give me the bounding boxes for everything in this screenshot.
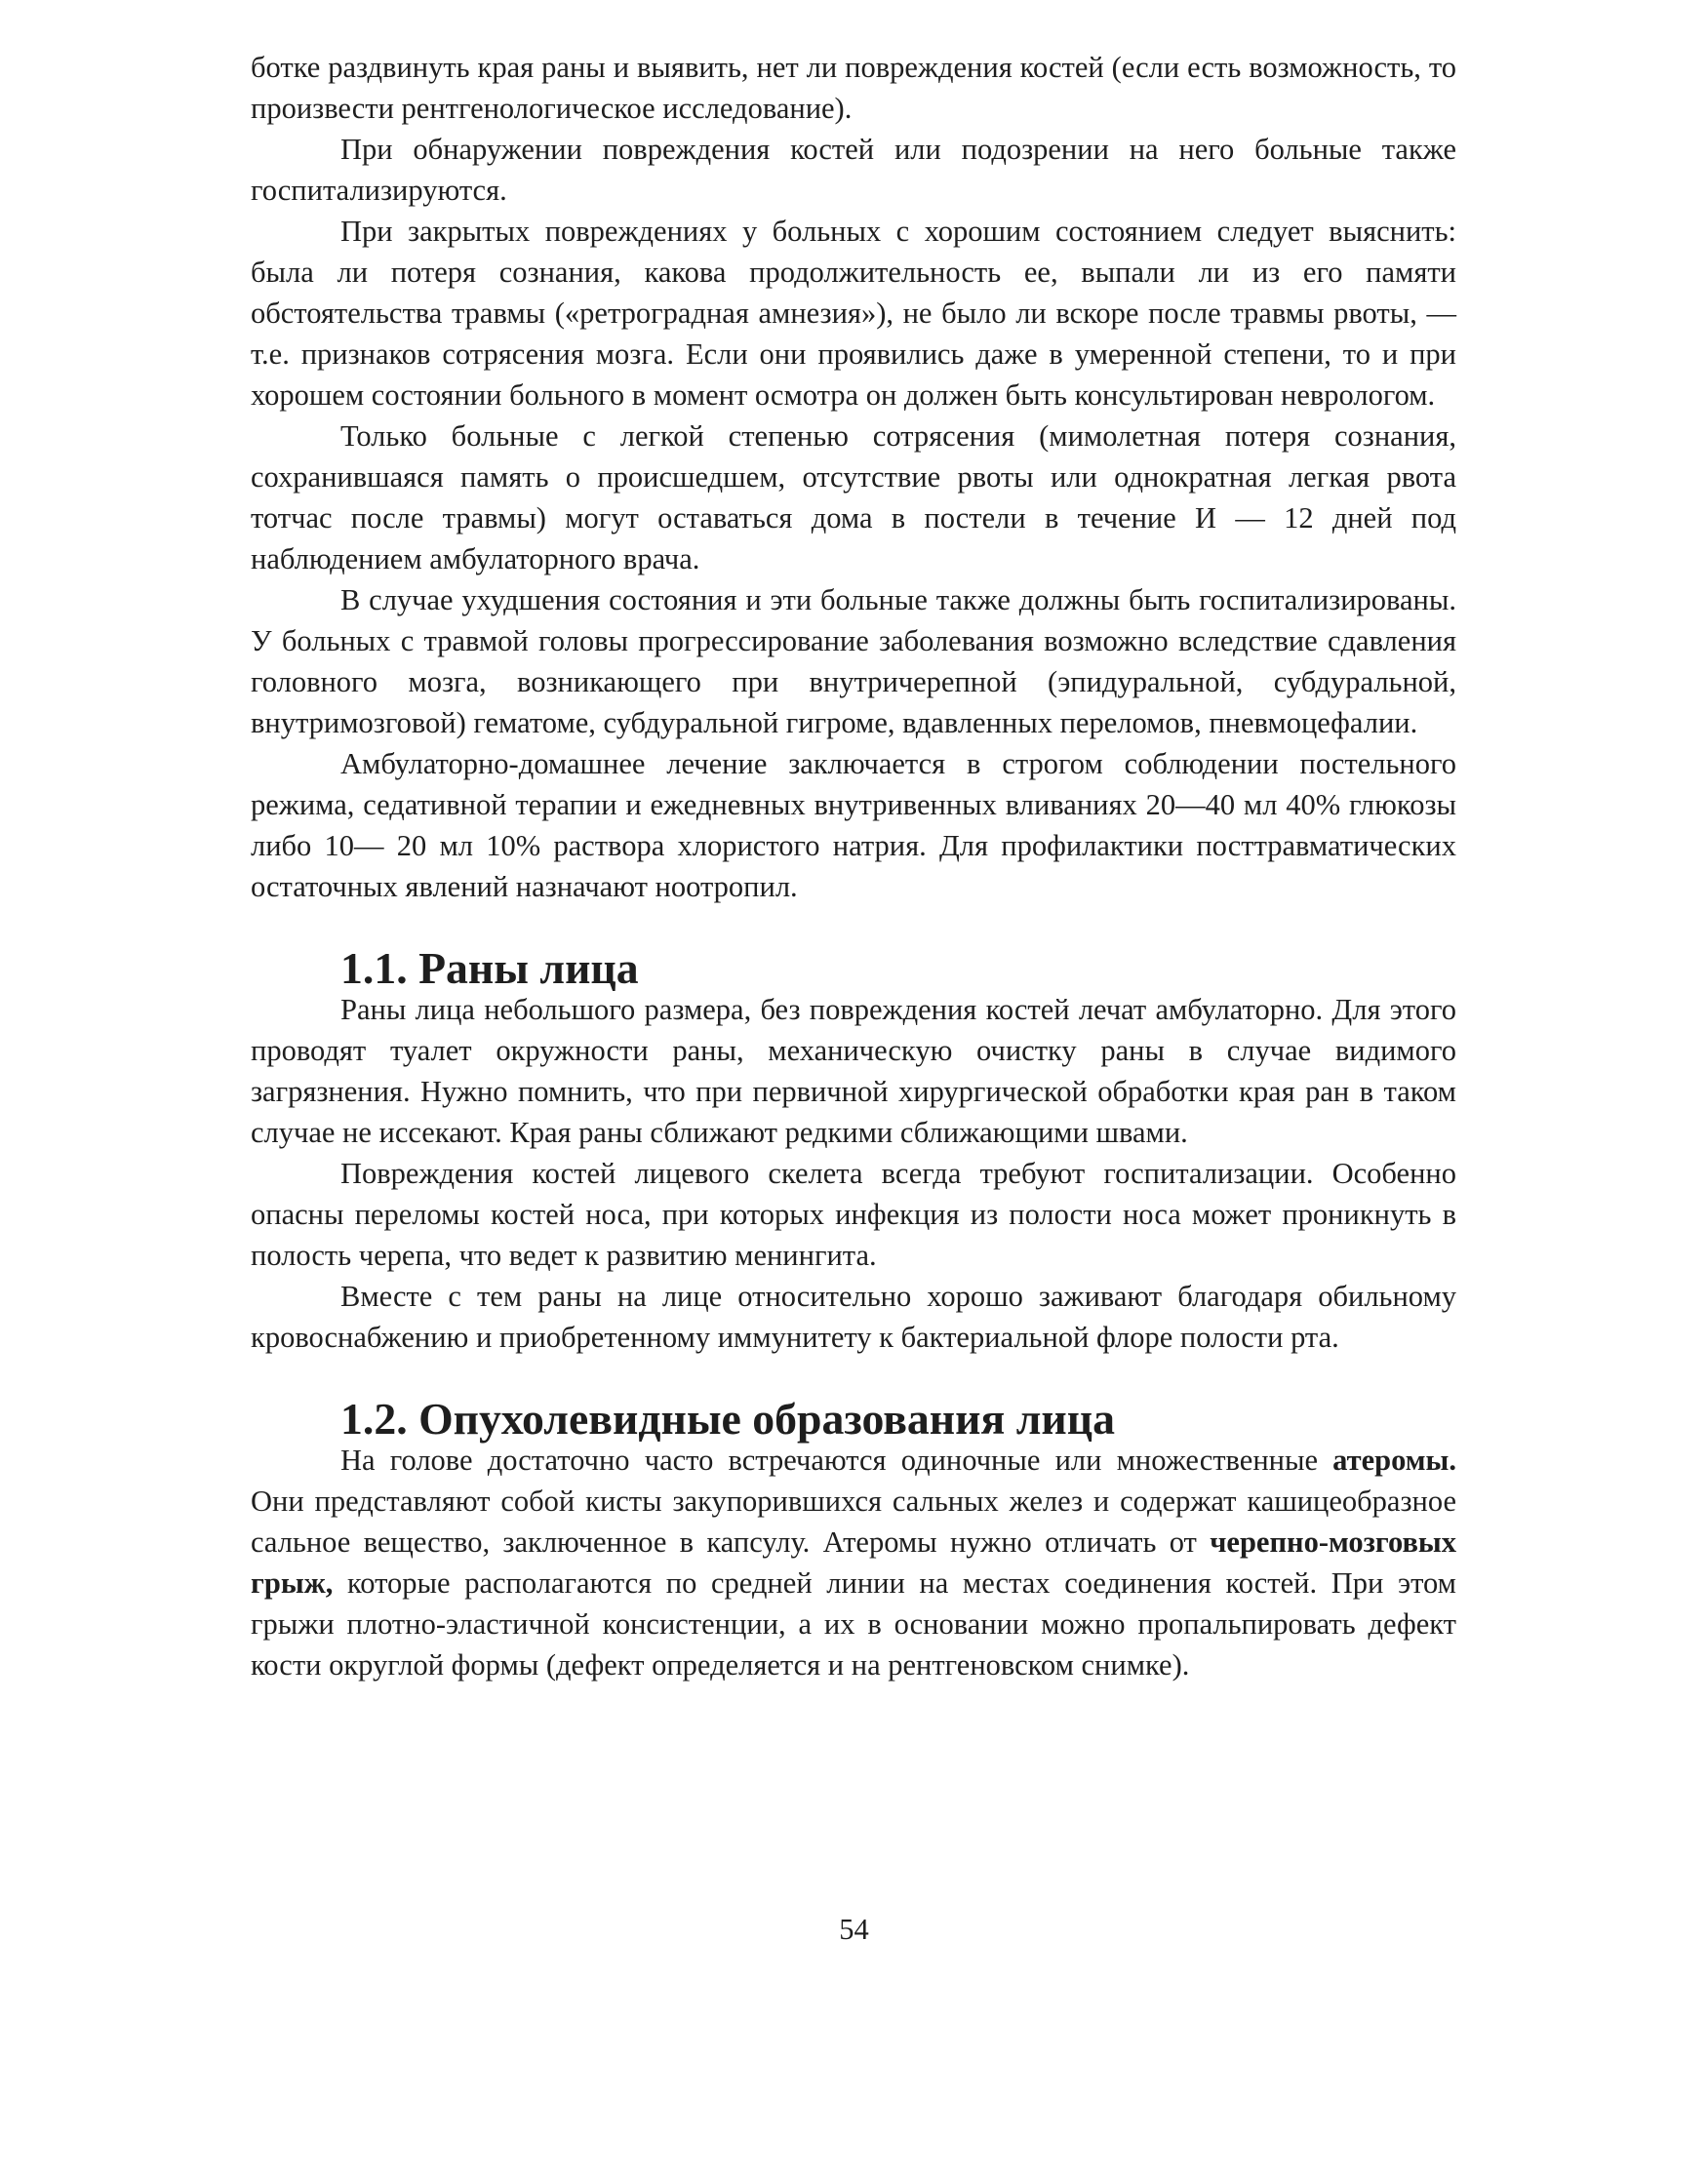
- paragraph-facial-bone-injuries: Повреждения костей лицевого скелета всегда требуют госпитализации. Особенно опасны переломы костей носа, при которых инфекция из полости носа может проникнуть в полость черепа, что ведет к развитию менингита.: [251, 1157, 1456, 1272]
- term-hernia: черепно-мозговых грыж,: [251, 1525, 1456, 1600]
- text-segment: На голове достаточно часто встречаются одиночные или множественные: [340, 1444, 1333, 1477]
- paragraph-small-wounds: Раны лица небольшого размера, без повреждения костей лечат амбулаторно. Для этого проводят туалет окружности раны, механическую очистку раны в случае видимого загрязнения. Нужно помнить, что при первичной хирургической обработки края ран в таком случае не иссекают. Края раны сближают редкими сближающими швами.: [251, 993, 1456, 1149]
- section-title-face-tumors: 1.2. Опухолевидные образования лица: [340, 1394, 1115, 1444]
- paragraph-wound-healing: Вместе с тем раны на лице относительно хорошо заживают благодаря обильному кровоснабжению и приобретенному иммунитету к бактериальной флоре полости рта.: [251, 1280, 1456, 1354]
- document-page: [251, 47, 1456, 1685]
- paragraph-closed-injuries: При закрытых повреждениях у больных с хорошим состоянием следует выяснить: была ли потеря сознания, какова продолжительность ее, выпали ли из его памяти обстоятельства травмы («ретроградная амнезия»), не было ли вскоре после травмы рвоты, — т.е. признаков сотрясения мозга. Если они проявились даже в умеренной степени, то и при хорошем состоянии больного в момент осмотра он должен быть консультирован неврологом.: [251, 215, 1456, 412]
- section-face-tumors: [251, 1394, 1456, 1685]
- section-title-face-wounds: 1.1. Раны лица: [340, 943, 639, 993]
- paragraph-home-treatment: Амбулаторно-домашнее лечение заключается в строгом соблюдении постельного режима, седативной терапии и ежедневных внутривенных вливаниях 20—40 мл 40% глюкозы либо 10— 20 мл 10% раствора хлористого натрия. Для профилактики посттравматических остаточных явлений назначают ноотропил.: [251, 747, 1456, 903]
- page-number: 54: [839, 1913, 869, 1946]
- paragraph-atheromas: [251, 1440, 1456, 1685]
- paragraph-deterioration: В случае ухудшения состояния и эти больные также должны быть госпитализированы. У больных с травмой головы прогрессирование заболевания возможно вследствие сдавления головного мозга, возникающего при внутричерепной (эпидуральной, субдуральной, внутримозговой) гематоме, субдуральной гигроме, вдавленных переломов, пневмоцефалии.: [251, 583, 1456, 739]
- paragraph-mild-concussion: Только больные с легкой степенью сотрясения (мимолетная потеря сознания, сохранившаяся память о происшедшем, отсутствие рвоты или однократная легкая рвота тотчас после травмы) могут оставаться дома в постели в течение И — 12 дней под наблюдением амбулаторного врача.: [251, 419, 1456, 575]
- section-face-wounds: [251, 943, 1456, 1358]
- text-segment: которые располагаются по средней линии на местах соединения костей. При этом грыжи плотно-эластичной консистенции, а их в основании можно пропальпировать дефект кости округлой формы (дефект определяется и на рентгеновском снимке).: [251, 1566, 1456, 1682]
- text-segment: Они представляют собой кисты закупорившихся сальных желез и содержат кашицеобразное сальное вещество, заключенное в капсулу. Атеромы нужно отличать от: [251, 1485, 1456, 1559]
- term-atheroma: атеромы.: [1332, 1444, 1456, 1477]
- paragraph-continuation: ботке раздвинуть края раны и выявить, нет ли повреждения костей (если есть возможность, то произвести рентгенологическое исследование).: [251, 51, 1456, 125]
- paragraph-hospitalization: При обнаружении повреждения костей или подозрении на него больные также госпитализируются.: [251, 133, 1456, 207]
